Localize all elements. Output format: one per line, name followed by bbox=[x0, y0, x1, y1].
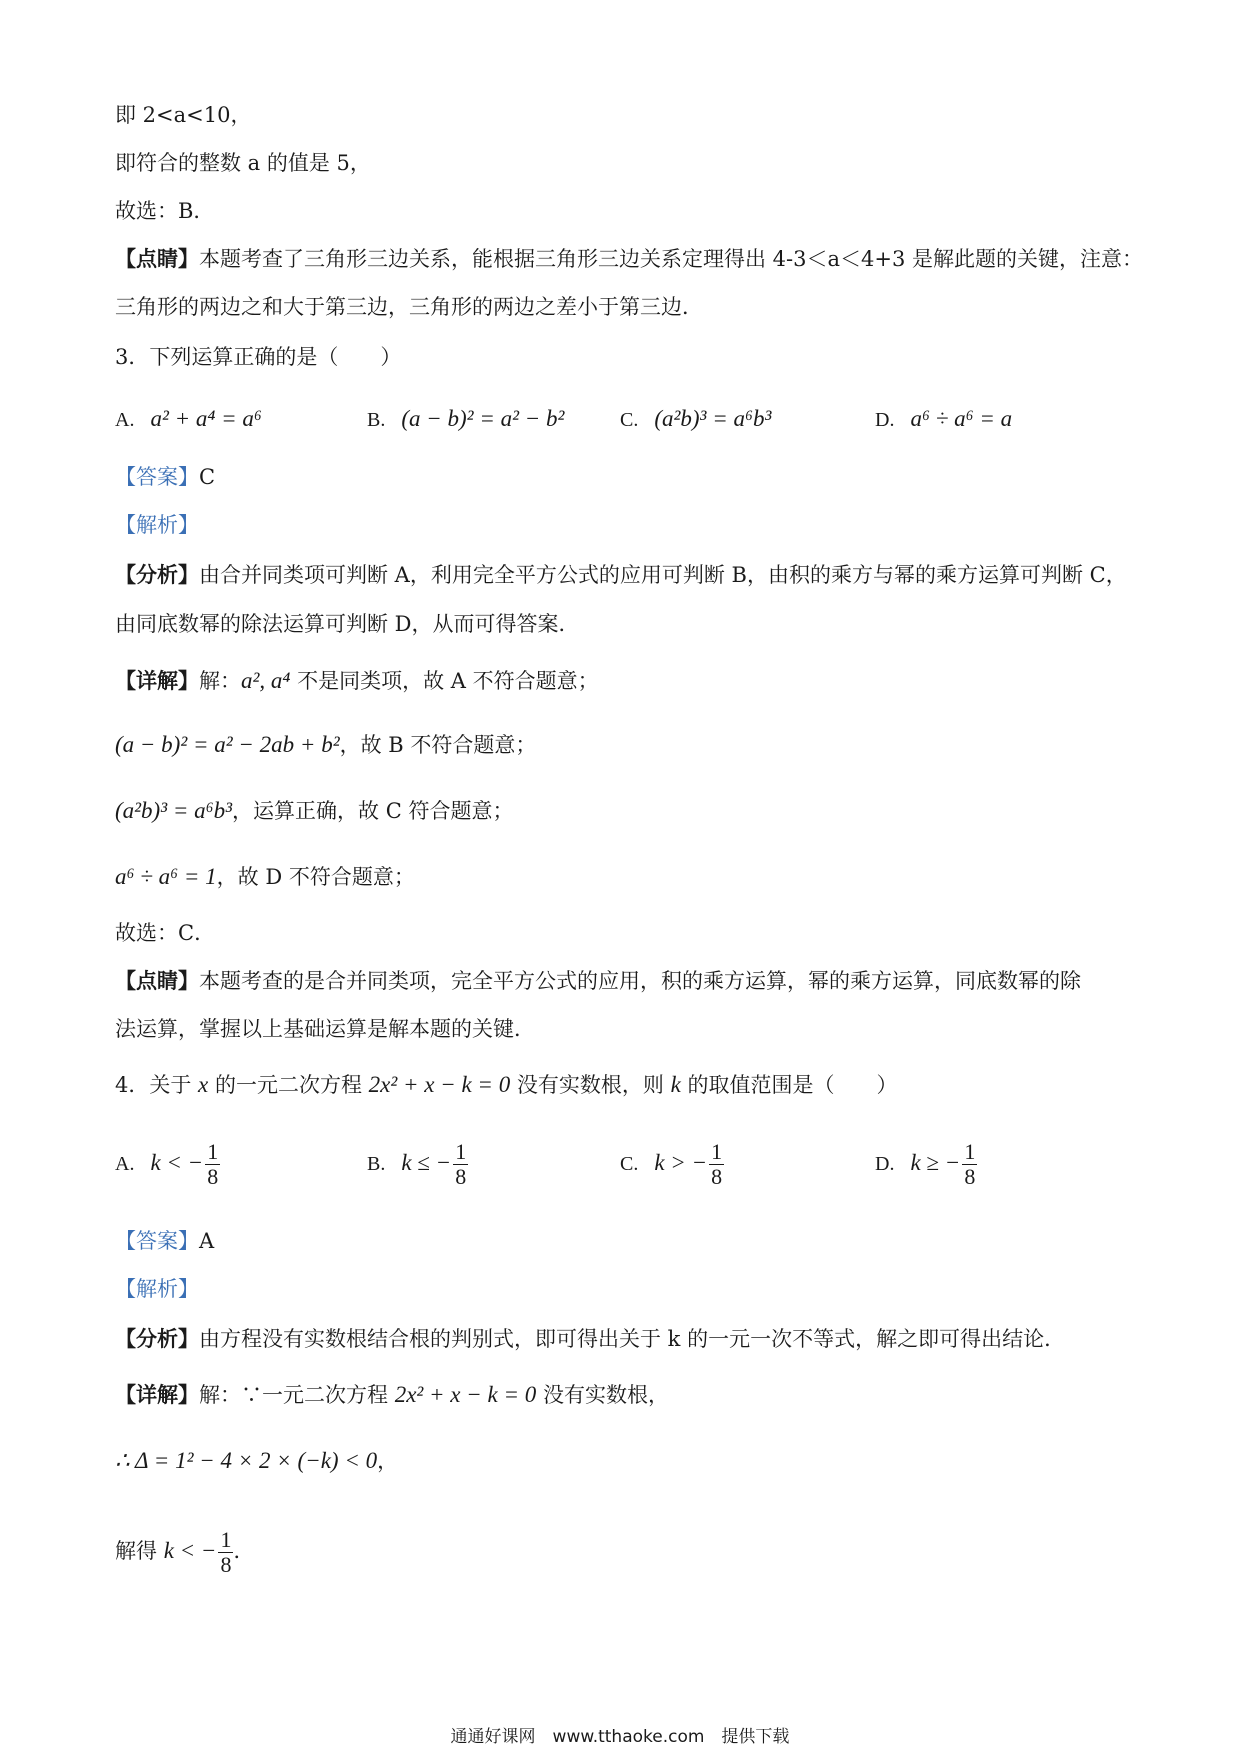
fenxi-line bbox=[115, 1324, 1065, 1354]
fraction-denominator: 8 bbox=[964, 1164, 976, 1189]
q3-option-d bbox=[875, 404, 1012, 435]
xiangjie-text: ，运算正确，故 C 符合题意； bbox=[232, 799, 514, 823]
variable-x: x bbox=[198, 1072, 209, 1097]
math-expression: a⁶ ÷ a⁶ = 1 bbox=[115, 864, 217, 889]
fenxi-tag: 【分析】 bbox=[115, 562, 199, 587]
option-label: B. bbox=[367, 409, 386, 431]
q4-option-b bbox=[367, 1140, 468, 1189]
xiangjie-text: ， bbox=[377, 1449, 399, 1473]
answer-tag: 【答案】 bbox=[115, 1229, 199, 1253]
xiangjie-line bbox=[115, 862, 415, 892]
fenxi-line bbox=[115, 560, 1127, 590]
answer-value: C bbox=[199, 465, 216, 489]
fraction bbox=[453, 1140, 468, 1189]
fraction bbox=[205, 1140, 220, 1189]
stem-text: 4．关于 bbox=[115, 1073, 199, 1097]
fraction bbox=[218, 1528, 233, 1577]
math-expression: k < − bbox=[163, 1538, 217, 1563]
option-relation: k < − bbox=[150, 1150, 204, 1175]
xiangjie-text: 解： bbox=[199, 669, 241, 693]
fenxi-text: 由合并同类项可判断 A，利用完全平方公式的应用可判断 B，由积的乘方与幂的乘方运算可判断 C， bbox=[199, 563, 1127, 587]
analysis-tag: 【解析】 bbox=[115, 513, 199, 537]
fraction-denominator: 8 bbox=[220, 1552, 232, 1577]
dianjing-text: 本题考查的是合并同类项，完全平方公式的应用，积的乘方运算，幂的乘方运算，同底数幂的除 bbox=[199, 969, 1081, 993]
question-4-stem bbox=[115, 1070, 897, 1100]
q4-option-d bbox=[875, 1140, 977, 1189]
fraction bbox=[962, 1140, 977, 1189]
xiangjie-text: 没有实数根， bbox=[536, 1383, 669, 1407]
xiangjie-text: ，故 B 不符合题意； bbox=[339, 733, 537, 757]
analysis-tag: 【解析】 bbox=[115, 1277, 199, 1301]
dianjing-line bbox=[115, 966, 1081, 996]
option-label: A. bbox=[115, 409, 135, 431]
option-expression: (a − b)² = a² − b² bbox=[401, 406, 565, 431]
option-expression: a² + a⁴ = a⁶ bbox=[150, 406, 262, 431]
fraction-numerator: 1 bbox=[711, 1139, 723, 1164]
question-3-stem: 3．下列运算正确的是（ ） bbox=[115, 345, 402, 369]
text-line: 三角形的两边之和大于第三边，三角形的两边之差小于第三边． bbox=[115, 295, 703, 319]
option-label: C. bbox=[620, 409, 639, 431]
math-expression: (a − b)² = a² − 2ab + b² bbox=[115, 732, 340, 757]
math-expression: ∴ Δ = 1² − 4 × 2 × (−k) < 0 bbox=[115, 1448, 378, 1473]
math-expression: 2x² + x − k = 0 bbox=[368, 1072, 511, 1097]
text-line: 即 2<a<10， bbox=[115, 103, 252, 127]
fraction-numerator: 1 bbox=[455, 1139, 467, 1164]
xiangjie-text: 解：∵一元二次方程 bbox=[199, 1383, 395, 1407]
variable-k: k bbox=[670, 1072, 681, 1097]
option-label: D. bbox=[875, 409, 895, 431]
answer-tag: 【答案】 bbox=[115, 465, 199, 489]
xiangjie-text: ，故 D 不符合题意； bbox=[216, 865, 415, 889]
dianjing-line bbox=[115, 244, 1143, 274]
fraction-numerator: 1 bbox=[964, 1139, 976, 1164]
option-label: A. bbox=[115, 1153, 135, 1175]
dianjing-text: 本题考查了三角形三边关系，能根据三角形三边关系定理得出 4-3＜a＜4+3 是解此题的关键，注意： bbox=[199, 247, 1144, 271]
stem-text: 没有实数根，则 bbox=[510, 1073, 671, 1097]
fraction-numerator: 1 bbox=[207, 1139, 219, 1164]
footer-watermark: 通通好课网 www.tthaoke.com 提供下载 bbox=[450, 1727, 790, 1747]
xiangjie-text: ． bbox=[233, 1539, 255, 1563]
option-label: C. bbox=[620, 1153, 639, 1175]
fraction bbox=[709, 1140, 724, 1189]
xiangjie-text: 不是同类项，故 A 不符合题意； bbox=[290, 669, 599, 693]
math-expression: 2x² + x − k = 0 bbox=[394, 1382, 537, 1407]
xiangjie-text: 解得 bbox=[115, 1539, 164, 1563]
text-line: 故选：B． bbox=[115, 199, 215, 223]
stem-text: 的一元二次方程 bbox=[208, 1073, 369, 1097]
math-expression: a², a⁴ bbox=[241, 668, 291, 693]
dianjing-tag: 【点睛】 bbox=[115, 246, 199, 271]
xiangjie-line bbox=[115, 730, 536, 760]
fraction-denominator: 8 bbox=[455, 1164, 467, 1189]
option-relation: k ≥ − bbox=[910, 1150, 961, 1175]
fraction-denominator: 8 bbox=[207, 1164, 219, 1189]
option-relation: k > − bbox=[654, 1150, 708, 1175]
stem-text: 的取值范围是（ ） bbox=[680, 1073, 898, 1097]
text-line: 由同底数幂的除法运算可判断 D，从而可得答案． bbox=[115, 612, 580, 636]
option-relation: k ≤ − bbox=[401, 1150, 452, 1175]
xiangjie-line bbox=[115, 1446, 398, 1476]
option-label: B. bbox=[367, 1153, 386, 1175]
option-label: D. bbox=[875, 1153, 895, 1175]
xiangjie-line bbox=[115, 796, 513, 826]
text-line: 故选：C． bbox=[115, 921, 216, 945]
xiangjie-tag: 【详解】 bbox=[115, 668, 199, 693]
option-expression: (a²b)³ = a⁶b³ bbox=[654, 406, 772, 431]
xiangjie-line bbox=[115, 1528, 254, 1577]
xiangjie-line bbox=[115, 1380, 669, 1410]
answer-line bbox=[115, 1226, 214, 1256]
answer-value: A bbox=[199, 1229, 215, 1253]
fraction-numerator: 1 bbox=[220, 1527, 232, 1552]
option-expression: a⁶ ÷ a⁶ = a bbox=[910, 406, 1013, 431]
q3-option-a bbox=[115, 404, 262, 435]
fenxi-tag: 【分析】 bbox=[115, 1326, 199, 1351]
q3-option-b bbox=[367, 404, 564, 435]
q4-option-a bbox=[115, 1140, 220, 1189]
answer-line bbox=[115, 462, 215, 492]
dianjing-tag: 【点睛】 bbox=[115, 968, 199, 993]
text-line: 法运算，掌握以上基础运算是解本题的关键． bbox=[115, 1017, 535, 1041]
q3-option-c bbox=[620, 404, 771, 435]
fenxi-text: 由方程没有实数根结合根的判别式，即可得出关于 k 的一元一次不等式，解之即可得出结论． bbox=[199, 1327, 1066, 1351]
xiangjie-tag: 【详解】 bbox=[115, 1382, 199, 1407]
q4-option-c bbox=[620, 1140, 724, 1189]
xiangjie-line bbox=[115, 666, 599, 696]
math-expression: (a²b)³ = a⁶b³ bbox=[115, 798, 233, 823]
fraction-denominator: 8 bbox=[711, 1164, 723, 1189]
text-line: 即符合的整数 a 的值是 5， bbox=[115, 151, 371, 175]
